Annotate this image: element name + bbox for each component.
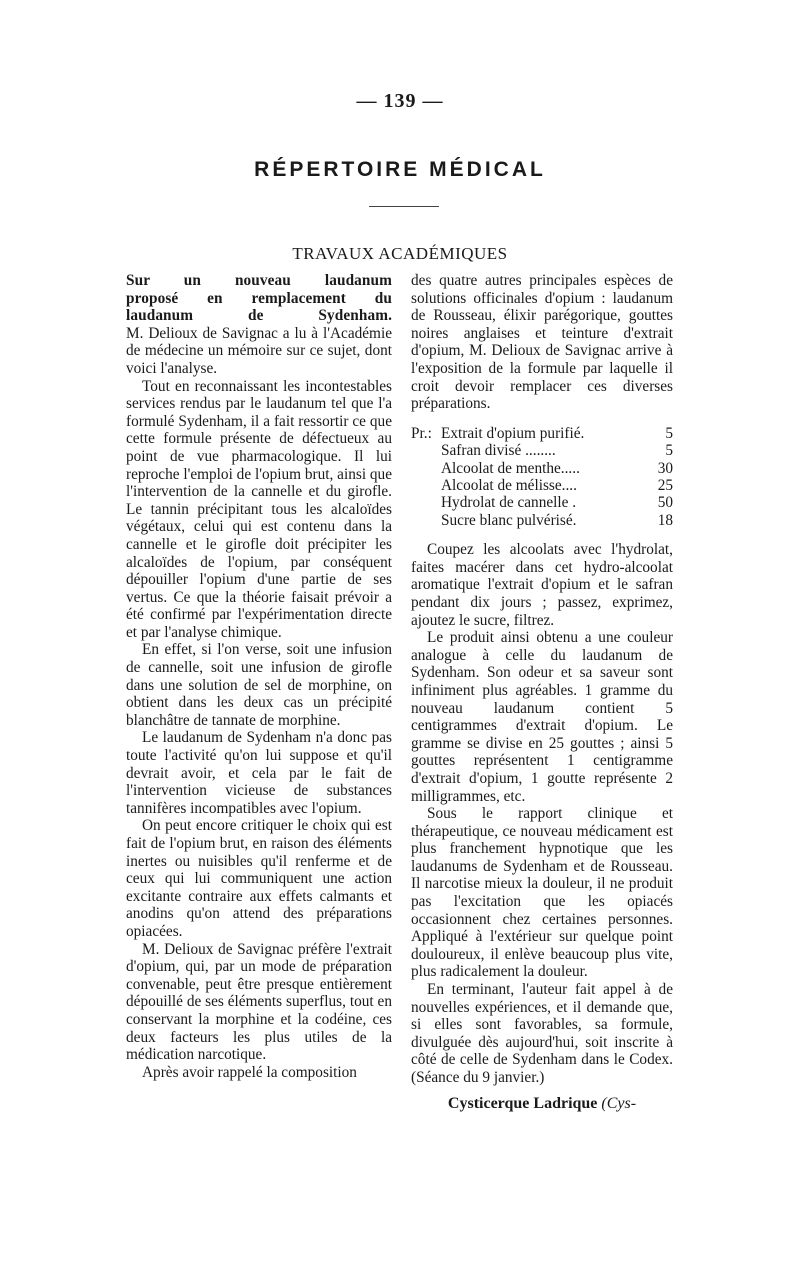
recipe-row bbox=[411, 512, 673, 529]
paragraph: M. Delioux de Savignac a lu à l'Académie de médecine un mémoire sur ce sujet, dont voici l'analyse. bbox=[126, 324, 392, 377]
recipe-qty: 18 bbox=[657, 511, 673, 529]
recipe-qty: 5 bbox=[665, 424, 673, 442]
recipe-item: Sucre blanc pulvérisé. bbox=[441, 511, 577, 529]
recipe-qty: 50 bbox=[657, 494, 673, 512]
recipe bbox=[411, 425, 673, 529]
recipe-item: Extrait d'opium purifié. bbox=[441, 424, 585, 442]
title-divider bbox=[369, 206, 439, 207]
paragraph: des quatre autres principales espèces de solutions officinales d'opium : laudanum de Rousseau, élixir parégorique, gouttes noires anglaises et teinture d'extrait d'opium, M. Delioux de Savignac arrive à l'exposition de la formule par laquelle il croit devoir remplacer ces diverses préparations. bbox=[411, 272, 673, 413]
paragraph: Sous le rapport clinique et thérapeutique, ce nouveau médicament est plus franchement hypnotique que les laudanums de Sydenham et de Rousseau. Il narcotise mieux la douleur, il ne produit pas l'excitation que les opiacés occasionnent chez certaines personnes. Appliqué à l'extérieur sur quelque point douloureux, il enlève beaucoup plus vite, plus radicalement la douleur. bbox=[411, 805, 673, 981]
recipe-item: Hydrolat de cannelle . bbox=[441, 494, 577, 512]
recipe-row bbox=[411, 494, 673, 511]
article-heading-line: Sur un nouveau laudanum bbox=[126, 272, 392, 289]
recipe-row bbox=[411, 442, 673, 459]
right-column bbox=[411, 272, 673, 1112]
paragraph: M. Delioux de Savignac préfère l'extrait d'opium, qui, par un mode de préparation convenable, peut être presque entièrement dépouillé de ses éléments superflus, tout en conservant la morphine et la codéine, ces deux facteurs les plus utiles de la médication narcotique. bbox=[126, 940, 392, 1064]
recipe-qty: 30 bbox=[657, 459, 673, 477]
recipe-qty: 25 bbox=[657, 476, 673, 494]
paragraph: Coupez les alcoolats avec l'hydrolat, faites macérer dans cet hydro-alcoolat aromatique l'extrait d'opium et le safran pendant dix jours ; passez, exprimez, ajoutez le sucre, filtrez. bbox=[411, 541, 673, 629]
paragraph: En effet, si l'on verse, soit une infusion de cannelle, soit une infusion de girofle dans une solution de sel de morphine, on obtient dans les deux cas un précipité blanchâtre de tannate de morphine. bbox=[126, 641, 392, 729]
article-heading bbox=[126, 272, 392, 325]
recipe-item: Safran divisé ........ bbox=[441, 442, 556, 460]
article-heading-line: proposé en remplacement du bbox=[126, 289, 392, 307]
paragraph: Tout en reconnaissant les incontestables services rendus par le laudanum tel que l'a formulé Sydenham, il a fait ressortir ce que cette formule présente de défectueux au point de vue pharmacologique. Il lui reproche l'emploi de l'opium brut, ainsi que l'intervention de la cannelle et du girofle. Le tannin précipitant tous les alcaloïdes végétaux, celui qui est contenu dans la cannelle et le girofle doit précipiter les alcaloïdes de l'opium, par conséquent dépouiller l'opium d'une partie de ses vertus. Ce que la théorie faisait prévoir a été confirmé par l'expérimentation directe et par l'analyse chimique. bbox=[126, 377, 392, 641]
page-number: — 139 — bbox=[356, 90, 444, 112]
next-article-title-continued: (Cys- bbox=[601, 1094, 637, 1112]
recipe-label: Pr.: bbox=[411, 424, 432, 442]
next-article-title: Cysticerque Ladrique bbox=[447, 1094, 598, 1112]
article-heading-line: laudanum de Sydenham. bbox=[126, 307, 392, 325]
recipe-item: Alcoolat de menthe..... bbox=[441, 459, 580, 477]
left-column bbox=[126, 272, 392, 1081]
paragraph: Le produit ainsi obtenu a une couleur analogue à celle du laudanum de Sydenham. Son odeur et sa saveur sont infiniment plus agréables. 1 gramme du nouveau laudanum contient 5 centigrammes d'extrait d'opium. Le gramme se divise en 25 gouttes ; ainsi 5 gouttes représentent 1 centigramme d'extrait d'opium, 1 goutte représente 2 milligrammes, etc. bbox=[411, 629, 673, 805]
paragraph: Le laudanum de Sydenham n'a donc pas toute l'activité qu'on lui suppose et qu'il devrait avoir, et cela par le fait de l'intervention vicieuse de substances tannifères incompatibles avec l'opium. bbox=[126, 729, 392, 817]
recipe-row bbox=[411, 477, 673, 494]
paragraph: Après avoir rappelé la composition bbox=[142, 1063, 357, 1081]
recipe-qty: 5 bbox=[665, 442, 673, 460]
recipe-row bbox=[411, 460, 673, 477]
section-heading: TRAVAUX ACADÉMIQUES bbox=[292, 244, 508, 263]
recipe-row bbox=[411, 425, 673, 442]
next-article-heading bbox=[411, 1095, 673, 1113]
recipe-item: Alcoolat de mélisse.... bbox=[441, 476, 577, 494]
page-title: RÉPERTOIRE MÉDICAL bbox=[254, 158, 546, 181]
paragraph: En terminant, l'auteur fait appel à de nouvelles expériences, et il demande que, si elles sont favorables, sa formule, divulguée dès aujourd'hui, soit inscrite à côté de celle de Sydenham dans le Codex. (Séance du 9 janvier.) bbox=[411, 981, 673, 1086]
paragraph: On peut encore critiquer le choix qui est fait de l'opium brut, en raison des éléments inertes ou nuisibles qu'il renferme et de ceux qui lui communiquent une action excitante contraire aux effets calmants et anodins qu'on attend des préparations opiacées. bbox=[126, 817, 392, 940]
